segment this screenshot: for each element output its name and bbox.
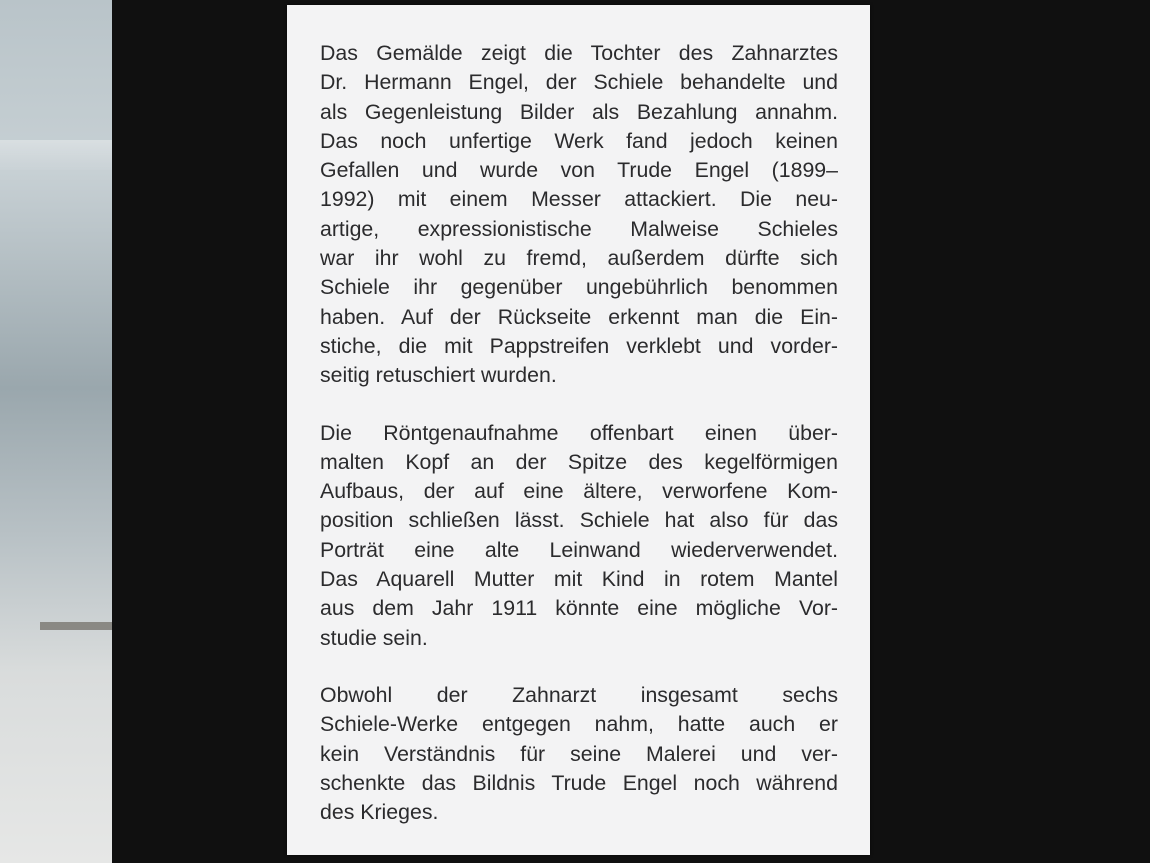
exhibit-label-card <box>287 5 870 855</box>
text-line: seitig retuschiert wurden. <box>320 363 557 388</box>
label-paragraph-2 <box>320 419 838 653</box>
text-line: Aufbaus, der auf eine ältere, verworfene Kom- <box>320 479 838 504</box>
text-line: Schiele ihr gegenüber ungebührlich benommen <box>320 275 838 300</box>
text-line: Porträt eine alte Leinwand wiederverwendet. <box>320 537 838 562</box>
text-line: studie sein. <box>320 625 428 650</box>
text-line: Die Röntgenaufnahme offenbart einen über- <box>320 420 838 445</box>
background-window <box>0 0 112 863</box>
text-line: Obwohl der Zahnarzt insgesamt sechs <box>320 682 838 707</box>
text-line: als Gegenleistung Bilder als Bezahlung annahm. <box>320 99 838 124</box>
text-line: schenkte das Bildnis Trude Engel noch während <box>320 770 838 795</box>
text-line: aus dem Jahr 1911 könnte eine mögliche Vor- <box>320 596 838 621</box>
text-line: Das Gemälde zeigt die Tochter des Zahnarztes <box>320 41 838 65</box>
text-line: Dr. Hermann Engel, der Schiele behandelte und <box>320 70 838 95</box>
window-reflection <box>0 140 112 170</box>
text-line: stiche, die mit Pappstreifen verklebt und vorder- <box>320 333 838 358</box>
text-line: malten Kopf an der Spitze des kegelförmigen <box>320 449 838 474</box>
text-line: Gefallen und wurde von Trude Engel (1899– <box>320 158 838 183</box>
text-line: des Krieges. <box>320 800 439 825</box>
text-line: position schließen lässt. Schiele hat also für das <box>320 508 838 533</box>
text-line: Das Aquarell Mutter mit Kind in rotem Mantel <box>320 567 838 592</box>
text-line: haben. Auf der Rückseite erkennt man die Ein- <box>320 304 838 329</box>
label-paragraph-3 <box>320 681 838 827</box>
window-sill <box>40 622 112 630</box>
text-line: 1992) mit einem Messer attackiert. Die neu- <box>320 187 838 212</box>
label-paragraph-1 <box>320 39 838 391</box>
text-line: artige, expressionistische Malweise Schieles <box>320 216 838 241</box>
text-line: Schiele-Werke entgegen nahm, hatte auch er <box>320 712 838 737</box>
text-line: kein Verständnis für seine Malerei und ver- <box>320 741 838 766</box>
text-line: Das noch unfertige Werk fand jedoch keinen <box>320 128 838 153</box>
text-line: war ihr wohl zu fremd, außerdem dürfte sich <box>320 246 838 271</box>
